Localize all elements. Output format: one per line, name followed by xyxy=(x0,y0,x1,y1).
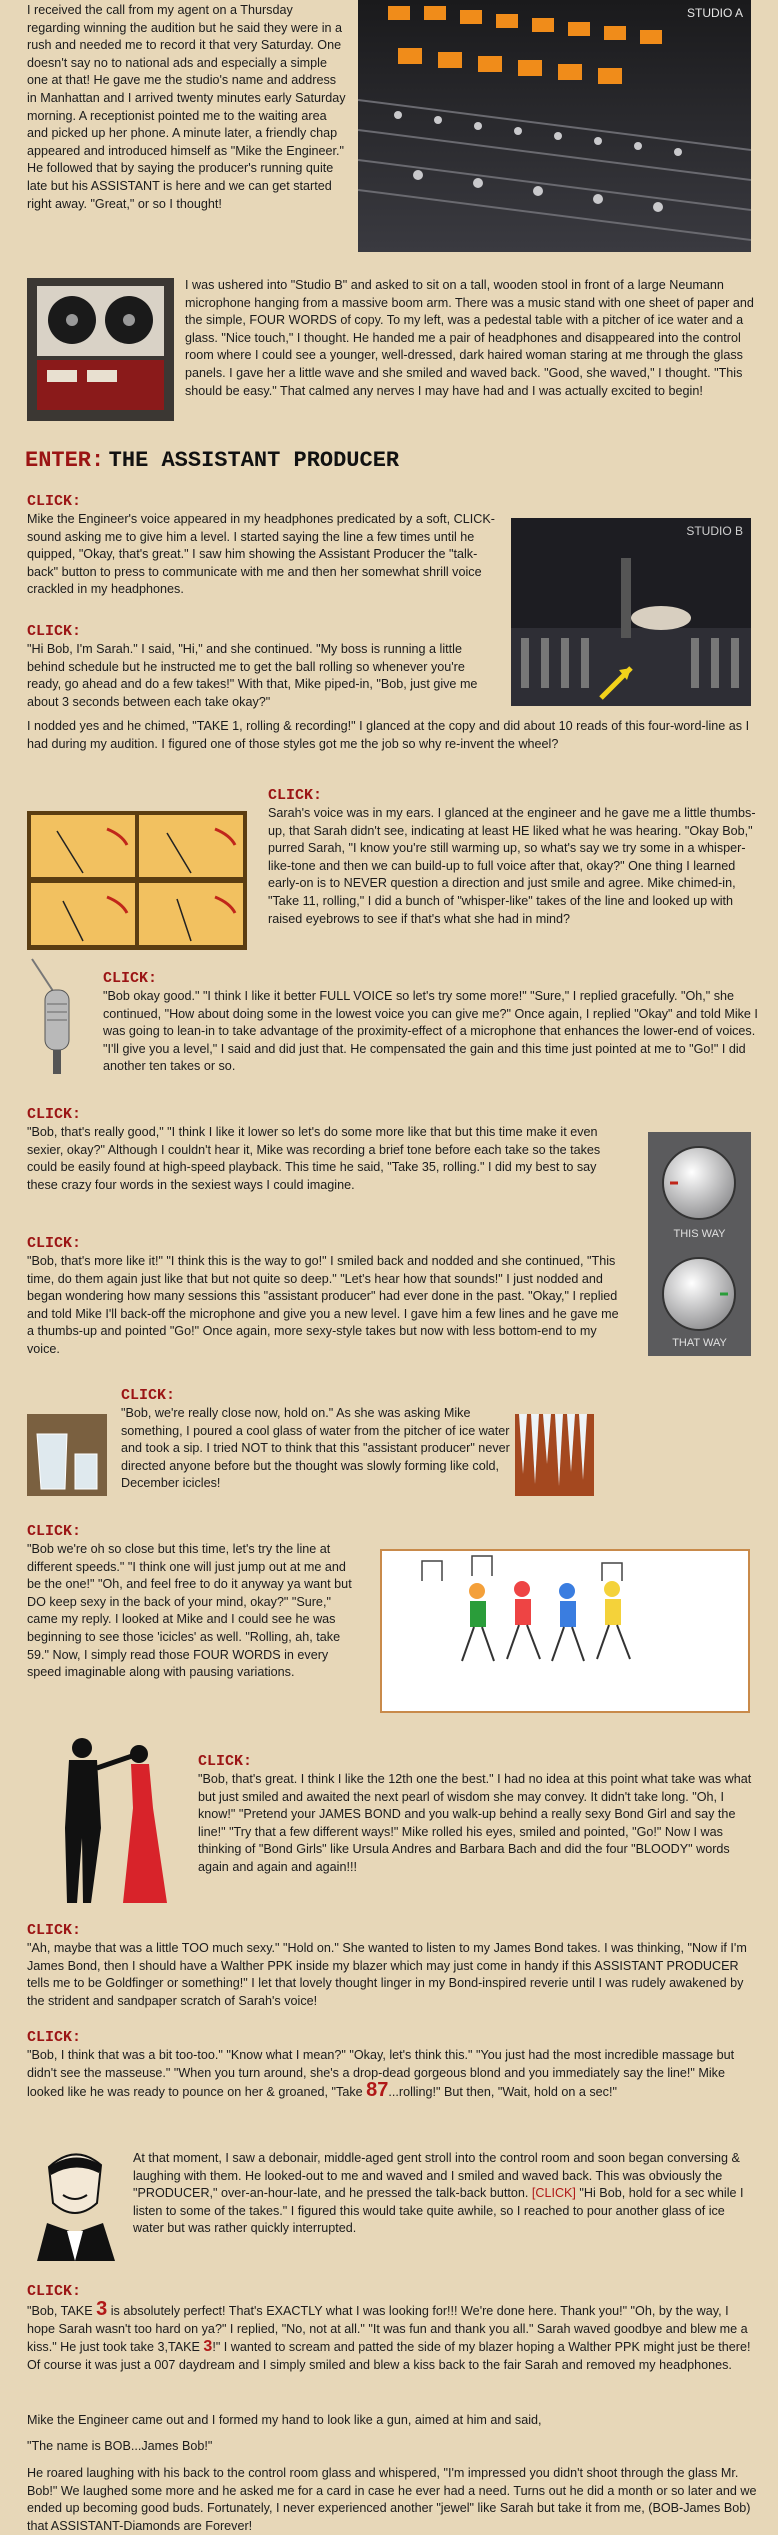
click-label: CLICK: xyxy=(27,1235,82,1252)
section-9-text: "Bob, that's great. I think I like the 12th one the best." I had no idea at this point what take was what but just smiled and awaited the next pearl of wisdom she may convey. It didn't take long. "Oh, I know!" "Pretend your JAMES BOND and you walk-up behind a really sexy Bond Girl and say the line!" "Try that a few different ways!" Mike rolled his eyes, smiled and pointed, "Go!" Now I was thinking of "Bond Girls" like Ursula Andres and Barbara Bach and did the four "BLOODY" words again and again and again!!! xyxy=(198,1772,752,1874)
microphone-image xyxy=(27,954,87,1079)
section-13-text-a: "Bob, TAKE xyxy=(27,2304,97,2318)
take-87-number: 87 xyxy=(366,2079,389,2102)
click-section-2 xyxy=(27,623,497,711)
mixing-console-image xyxy=(358,0,751,252)
click-label: CLICK: xyxy=(268,787,323,804)
knob-label-this-way: THIS WAY xyxy=(673,1228,726,1240)
section-8-text: "Bob we're oh so close but this time, let's try the line at different speeds." "I think one will just jump out at me and be the one!" "Oh, and feel free to do it anyway ya want but DO keep sexy in the back of your mind, okay?" "Sure," came my reply. I looked at Mike and I could see he was beginning to see those 'icicles' as well. "Rolling, ah, take 59." Now, I simply read those FOUR WORDS in every speed imaginable along with pausing variations. xyxy=(27,1542,352,1680)
section-11-text xyxy=(27,2047,757,2102)
vu-meters-photo xyxy=(27,811,247,950)
click-label: CLICK: xyxy=(27,1922,82,1939)
intro-paragraph-1: I received the call from my agent on a Thursday regarding winning the audition but he said they were in a rush and needed me to record it that very Saturday. One doesn't say no to national ads and especially a simple one at that! He gave me the studio's name and address in Manhattan and I arrived twenty minutes early Saturday morning. A receptionist pointed me to the waiting area and picked up her phone. A minute later, a friendly chap appeared and introduced himself as "Mike the Engineer." He followed that by saying the producer's running quite late but his ASSISTANT is here and we can get started right away. "Great," or so I thought! xyxy=(27,3,346,211)
click-label: CLICK: xyxy=(27,1523,82,1540)
section-2b-text: I nodded yes and he chimed, "TAKE 1, rolling & recording!" I glanced at the copy and did about 10 reads of this four-word-line as I had during my audition. I figured one of those styles got me the job so why re-invent the wheel? xyxy=(27,719,750,751)
click-label: CLICK: xyxy=(27,1106,82,1123)
microphone-photo xyxy=(27,954,87,1079)
click-label: CLICK: xyxy=(103,970,158,987)
intro-paragraph-2: I was ushered into "Studio B" and asked to sit on a tall, wooden stool in front of a large Neumann microphone hanging from a massive boom arm. There was a music stand with one sheet of paper and the simple, FOUR WORDS of copy. To my left, was a pedestal table with a pitcher of ice water and a glass. "Nice touch," I thought. He handed me a pair of headphones and disappeared into the control room where I could see a younger, well-dressed, dark haired woman staring at me through the glass panels. I gave her a little wave and she smiled and waved back. "Good, she waved," I thought. "This should be easy." That calmed any nerves I may have had and I was actually excited to begin! xyxy=(185,278,754,398)
icicles-photo xyxy=(515,1414,594,1496)
click-label: CLICK: xyxy=(121,1387,176,1404)
click-section-10 xyxy=(27,1922,757,2010)
knobs-panel xyxy=(648,1132,751,1356)
click-section-7 xyxy=(121,1387,511,1493)
section-15-text: "The name is BOB...James Bob!" xyxy=(27,2439,213,2453)
click-section-3 xyxy=(268,787,758,928)
tape-recorder-image xyxy=(27,278,174,421)
click-label: CLICK: xyxy=(27,2283,82,2300)
section-4-text: "Bob okay good." "I think I like it better FULL VOICE so let's try some more!" "Sure," I replied gracefully. "Oh," she continued, "How about doing some in the lowest voice you can give me?" Once again, I replied "Okay" and told Mike I was going to lean-in to take advantage of the proximity-effect of a microphone that enhances the lower-end of voices. "I'll give you a level," I said and did just that. He compensated the gain and this time just pointed at me to "Go!" I did another ten takes or so. xyxy=(103,989,758,1074)
runners-illustration xyxy=(380,1549,750,1713)
click-section-4 xyxy=(103,970,758,1076)
section-2-text: "Hi Bob, I'm Sarah." I said, "Hi," and she continued. "My boss is running a little behind schedule but he instructed me to get the ball rolling so whenever you're ready, go ahead and do a few takes!" With that, Mike piped-in, "Bob, just give me about 3 seconds between each take okay?" xyxy=(27,642,478,709)
section-11-text-a: "Bob, I think that was a bit too-too." "Know what I mean?" "Okay, let's think this." "You just had the most incredible massage but didn't see the masseuse." "When you turn around, she's a drop-dead gorgeous blond and you immediately say the line!" Mike looked like he was ready to pounce on her & groaned, "Take xyxy=(27,2048,735,2100)
click-section-8 xyxy=(27,1523,362,1682)
retro-man-image xyxy=(27,2143,125,2261)
studio-b-photo xyxy=(511,518,751,706)
icicles-image xyxy=(515,1414,594,1496)
knob-label-that-way: THAT WAY xyxy=(672,1337,727,1349)
click-section-6 xyxy=(27,1235,622,1359)
running-people-image xyxy=(382,1551,748,1711)
section-14-text: Mike the Engineer came out and I formed my hand to look like a gun, aimed at him and said, xyxy=(27,2413,542,2427)
take-3-number-second: 3 xyxy=(203,2338,213,2356)
click-section-5 xyxy=(27,1106,622,1194)
click-label: CLICK: xyxy=(27,623,82,640)
heading-title: THE ASSISTANT PRODUCER xyxy=(108,448,400,473)
volume-knobs-image xyxy=(648,1132,751,1356)
inline-click-tag: [CLICK] xyxy=(531,2186,576,2201)
section-13-text xyxy=(27,2298,757,2374)
click-section-11 xyxy=(27,2029,757,2102)
section-11-text-b: ...rolling!" But then, "Wait, hold on a sec!" xyxy=(388,2085,617,2100)
section-3-text: Sarah's voice was in my ears. I glanced at the engineer and he gave me a little thumbs-up, that Sarah didn't see, indicating at least HE liked what he was hearing. "Okay Bob," purred Sarah, "I know you're still warming up, so what's say we try some in a whisper-like-tone and then we can build-up to full voice after that, okay?" One thing I learned early-on is to NEVER question a direction and just smile and agree. Mike chimed-in, "Take 11, rolling," I did a bunch of "whisper-like" takes of the line and looked up with raised eyebrows to see if that's what she had in mind? xyxy=(268,806,756,926)
section-7-text: "Bob, we're really close now, hold on." As she was asking Mike something, I poured a cool glass of water from the pitcher of ice water and took a sip. I tried NOT to think that this "assistant producer" never directed anyone before but the thought was slowly forming like cold, December icicles! xyxy=(121,1406,510,1491)
tape-machine-photo xyxy=(27,278,174,421)
studio-b-label: STUDIO B xyxy=(686,524,743,538)
section-12-text-a: At that moment, I saw a debonair, middle-aged gent stroll into the control room and soon began conversing & laughing with them. He looked-out to me and waved and I smiled and waved back. This was obviously the "PRODUCER," over-an-hour-late, and he pressed the talk-back button. xyxy=(133,2151,740,2201)
section-16-text: He roared laughing with his back to the control room glass and whispered, "I'm impressed you didn't shoot through the glass Mr. Bob!" We laughed some more and he asked me for a card in case he ever had a need. Turns out he did a month or so later and we ended up becoming good buds. Fortunately, I never experienced another "jewel" like Sarah but take it from me, (BOB-James Bob) that ASSISTANT-Diamonds are Forever! xyxy=(27,2466,757,2533)
section-13-text-c: !" I wanted to scream and patted the side of my blazer hoping a Walther PPK might just be there! Of course it was just a 007 daydream and I simply smiled and blew a kiss back to the fair Sarah and removed my headphones. xyxy=(27,2340,751,2372)
section-12-text-b: "Hi Bob, hold for a sec while I listen to some of the takes." I figured this would take quite awhile, so I reached to pour another glass of ice water but was rather quickly interrupted. xyxy=(133,2186,744,2236)
heading-enter: ENTER: xyxy=(25,448,105,473)
pitcher-glass-image xyxy=(27,1414,107,1496)
studio-a-label: STUDIO A xyxy=(686,6,743,20)
section-5-text: "Bob, that's really good," "I think I like it lower so let's do some more like that but this time make it even sexier, okay?" Although I couldn't hear it, Mike was recording a brief tone before each take so the takes could be easily found at high-speed playback. This time he said, "Take 35, rolling." I did my best to say these crazy four words in the sexiest ways I could imagine. xyxy=(27,1125,601,1192)
click-label: CLICK: xyxy=(198,1753,253,1770)
section-6-text: "Bob, that's more like it!" "I think this is the way to go!" I smiled back and nodded and she continued, "This time, do them again just like that but not quite so deep." "Let's hear how that sounds!" I just nodded and began wondering how many sessions this "assistant producer" had ever done in the past. "Okay," I replied and told Mike I'll back-off the microphone and give you a new level. I gave him a few lines and he gave me a thumbs-up and pointed "Go!" Once again, more sexy-style takes but now with less bottom-end to my voice. xyxy=(27,1254,619,1356)
click-section-9 xyxy=(198,1753,756,1877)
click-label: CLICK: xyxy=(27,2029,82,2046)
section-12-text xyxy=(133,2150,755,2238)
section-heading xyxy=(25,448,765,473)
take-3-number: 3 xyxy=(96,2298,108,2320)
ice-water-photo xyxy=(27,1414,107,1496)
studio-a-photo xyxy=(358,0,751,252)
section-10-text: "Ah, maybe that was a little TOO much sexy." "Hold on." She wanted to listen to my James Bond takes. I was thinking, "Now if I'm James Bond, then I should have a Walther PPK inside my blazer which may just come in handy if this ASSISTANT PRODUCER tells me to be Goldfinger or something!" I let that lovely thought linger in my Bond-inspired reverie until I was rudely awakened by the strident and sandpaper scratch of Sarah's voice! xyxy=(27,1941,747,2008)
click-label: CLICK: xyxy=(27,493,82,510)
bond-and-bond-girl-image xyxy=(27,1728,190,1909)
producer-illustration xyxy=(27,2143,125,2261)
click-section-1 xyxy=(27,493,497,599)
section-1-text: Mike the Engineer's voice appeared in my headphones predicated by a soft, CLICK-sound asking me to give him a level. I started saying the line a few times until he quipped, "Okay, that's great." I saw him showing the Assistant Producer the "talk-back" button to press to communicate with me and then her somewhat shrill voice crackled in my headphones. xyxy=(27,512,495,597)
studio-b-console-image xyxy=(511,518,751,706)
vu-meter-image xyxy=(27,811,247,950)
click-section-13 xyxy=(27,2283,757,2374)
bond-silhouette-photo xyxy=(27,1728,190,1909)
section-13-text-b: is absolutely perfect! That's EXACTLY what I was looking for!!! We're done here. Thank you!" "Oh, by the way, I hope Sarah wasn't too hard on ya?" I replied, "No, not at all." "It was fun and thank you all." Sarah waved goodbye and blew me a kiss." He just took take 3,TAKE xyxy=(27,2304,748,2355)
